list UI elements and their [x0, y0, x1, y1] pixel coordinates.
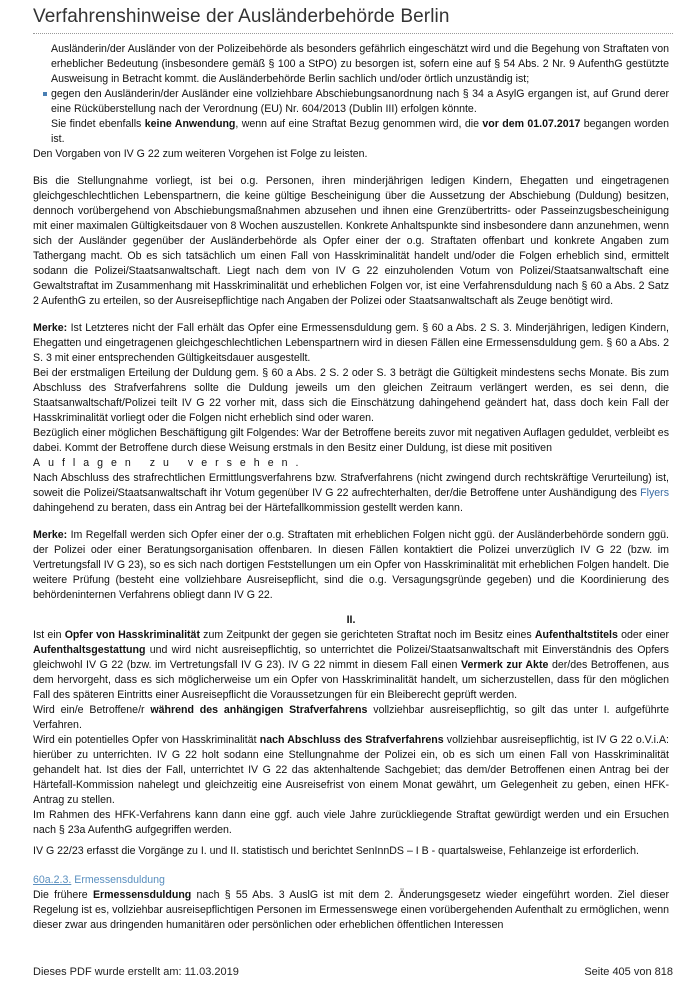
list-item	[51, 87, 669, 117]
section2-paragraph: Ist ein Opfer von Hasskriminalität zum Zeitpunkt der gegen sie gerichteten Straftat noch im Besitz eines Aufenthaltstitels oder einer Aufenthaltsgestattung und wird nicht ausreisepflichtig, so unterrichtet die Polizei/Staatsanwaltschaft mit Einverständnis des Opfers gleichwohl IV G 22 (bzw. im Vertretungsfall IV G 23). IV G 22 nimmt in diesem Fall einen Vermerk zur Akte der/des Betroffenen, aus dem hervorgeht, dass es sich möglicherweise um ein Opfer von Hasskriminalität handelt, um sicherzustellen, dass für den möglichen Fall des späteren Eintritts einer Ausreisepflicht die Voraussetzungen für ein Bleiberecht geprüft werden. Wird ein/e Betroffene/r während des anhängigen Strafverfahrens vollziehbar ausreisepflichtig, so gilt das unter I. aufgeführte Verfahren. Wird ein potentielles Opfer von Hasskriminalität nach Abschluss des Strafverfahrens vollziehbar ausreisepflichtig, ist IV G 22 o.V.i.A: hierüber zu unterrichten. IV G 22 holt sodann eine Stellungnahme der Polizei ein, ob es sich um einen Fall von Hasskriminalität gehandelt hat. Ist dies der Fall, unterrichtet IV G 22 das aktenhaltende Sachgebiet; das dem/der Betroffenen einen Antrag bei der Härtefall-Kommission nahelegt und gleichzeitig eine Ausreisefrist von einem Monat gewährt, um Gelegenheit zu geben, einen HFK-Antrag zu stellen. Im Rahmen des HFK-Verfahrens kann dann eine ggf. auch viele Jahre zurückliegende Straftat gewürdigt werden und ein Ersuchen nach § 23a AufenthG aufgegriffen werden.	[33, 629, 670, 836]
document-body	[33, 42, 669, 933]
paragraph-stellungnahme: Bis die Stellungnahme vorliegt, ist bei o.g. Personen, ihren minderjährigen ledigen Kindern, Ehegatten und eingetragenen gleichgeschlechtlichen Lebenspartnern, die keine gültige Bescheinigung über die Aussetzung der Abschiebung (Duldung) besitzen, dennoch vorübergehend von Abschiebungsmaßnahmen abzusehen und ihnen eine Grenzübertritts- oder Passeinzugsbescheinigung mit einer maximalen Gültigkeitsdauer von 8 Wochen auszustellen. Konkrete Anhaltspunkte sind insbesondere dann anzunehmen, wenn sich der Ausländer gegenüber der Ausländerbehörde als Opfer einer der o.g. Straftaten offenbart und konkrete Angaben zum Tathergang macht. Ob es sich tatsächlich um einen Fall von Hasskriminalität handelt und/oder die Folgen erheblich sind, ermittelt sodann die Polizei/Staatsanwaltschaft. Liegt nach dem von IV G 22 einzuholenden Votum von Polizei/Staatsanwaltschaft eine Gewaltstraftat im Zusammenhang mit Hasskriminalität und erheblichen Folgen vor, ist eine Verfahrensduldung nach § 60 a Abs. 2 Satz 2 AufenthG zu erteilen, so der Ausreisepflichtige nach Angaben der Polizei oder Staatsanwaltschaft als Zeuge benötigt wird.	[33, 175, 669, 307]
bullet-icon	[43, 92, 47, 96]
page-title: Verfahrenshinweise der Ausländerbehörde Berlin	[33, 6, 450, 27]
subsection-heading[interactable]	[33, 873, 669, 888]
page-number: Seite 405 von 818	[584, 966, 673, 978]
follow-instruction: Den Vorgaben von IV G 22 zum weiteren Vorgehen ist Folge zu leisten.	[33, 148, 368, 160]
created-date: Dieses PDF wurde erstellt am: 11.03.2019	[33, 966, 239, 978]
page-header	[33, 6, 673, 34]
subsection-title[interactable]: Ermessensduldung	[74, 874, 165, 886]
ermessensduldung-paragraph: Die frühere Ermessensduldung nach § 55 Abs. 3 AuslG ist mit dem 2. Änderungsgesetz wieder eingeführt worden. Ziel dieser Regelung ist es, vollziehbar ausreisepflichtigen Personen im Ermessenswege einen vorübergehenden Aufenthalt zu ermöglichen, wenn dieser zwar aus dringenden humanitären oder persönlichen oder erheblichen öffentlichen Interessen	[33, 889, 670, 931]
list-item-text: gegen den Ausländerin/der Ausländer eine vollziehbare Abschiebungsanordnung nach § 34 a AsylG ergangen ist, auf Grund derer eine Rücküberstellung nach der Verordnung (EU) Nr. 604/2013 (Dublin III) erfolgen könnte.	[51, 88, 669, 115]
merke-label: Merke:	[33, 529, 68, 541]
flyers-link[interactable]: Flyers	[640, 487, 669, 499]
list-item-continued: Ausländerin/der Ausländer von der Polizeibehörde als besonders gefährlich eingeschätzt wird und die Begehung von Straftaten von erheblicher Bedeutung (insbesondere gemäß § 100 a StPO) zu besorgen ist, sofern eine auf § 54 Abs. 2 Nr. 9 AufenthG gestützte Ausweisung in Betracht kommt. die Ausländerbehörde Berlin sachlich und/oder örtlich unzuständig ist;	[51, 43, 669, 85]
merke-label: Merke:	[33, 322, 68, 334]
header-divider	[33, 33, 673, 34]
statistics-paragraph: IV G 22/23 erfasst die Vorgänge zu I. und II. statistisch und berichtet SenInnDS – I B - quartalsweise, Fehlanzeige ist erforderlich.	[33, 845, 639, 857]
no-application-note: Sie findet ebenfalls keine Anwendung, wenn auf eine Straftat Bezug genommen wird, die vor dem 01.07.2017 begangen worden ist.	[51, 118, 670, 145]
section-heading-ii: II.	[346, 614, 356, 626]
merke-paragraph-1: Merke: Ist Letzteres nicht der Fall erhält das Opfer eine Ermessensduldung gem. § 60 a Abs. 2 S. 3. Minderjährigen, ledigen Kindern, Ehegatten und eingetragenen gleichgeschlechtlichen Lebenspartnern wird in diesen Fällen eine Ermessensduldung gem. § 60 a Abs. 2 S. 3 mit einer entsprechenden Gültigkeitsdauer ausgestellt. Bei der erstmaligen Erteilung der Duldung gem. § 60 a Abs. 2 S. 2 oder S. 3 beträgt die Gültigkeit mindestens sechs Monate. Bis zum Abschluss des Strafverfahrens sollte die Duldung jeweils um den gleichen Zeitraum verlängert werden, es sei denn, die Staatsanwaltschaft/Polizei teilt IV G 22 vorher mit, dass sich die Einschätzung dahingehend geändert hat, dass doch kein Fall der Hasskriminalität vorliegt oder die Folgen nicht erheblich sind oder waren. Bezüglich einer möglichen Beschäftigung gilt Folgendes: War der Betroffene bereits zuvor mit negativen Auflagen geduldet, verbleibt es dabei. Kommt der Betroffene durch diese Weisung erstmals in den Besitz einer Duldung, ist diese mit positiven Auflagen zu versehen. Nach Abschluss des strafrechtlichen Ermittlungsverfahrens bzw. Strafverfahrens (nicht zwingend durch rechtskräftige Verurteilung) ist, soweit die Polizei/Staatsanwaltschaft ihr Votum gegenüber IV G 22 aufrechterhalten, der/die Betroffene unter Aushändigung des Flyers dahingehend zu beraten, dass ein Antrag bei der Härtefallkommission gestellt werden kann.	[33, 322, 669, 514]
subsection-number[interactable]: 60a.2.3.	[33, 874, 72, 886]
merke-paragraph-2: Merke: Im Regelfall werden sich Opfer einer der o.g. Straftaten mit erheblichen Folgen nicht ggü. der Ausländerbehörde sondern ggü. der Polizei oder einer Beratungsorganisation offenbaren. In diesen Fällen kontaktiert die Polizei unverzüglich IV G 22 (bzw. im Vertretungsfall IV G 23), so es sich nach dortigen Feststellungen um ein Opfer von Hasskriminalität mit erheblichen Folgen handelt. Die weitere Prüfung (besteht eine vollziehbare Ausreisepflicht, sind die o.g. Versagungsgründe gegeben) und die Koordinierung des behördeninternen Verfahrens obliegt dann IV G 22.	[33, 529, 669, 601]
